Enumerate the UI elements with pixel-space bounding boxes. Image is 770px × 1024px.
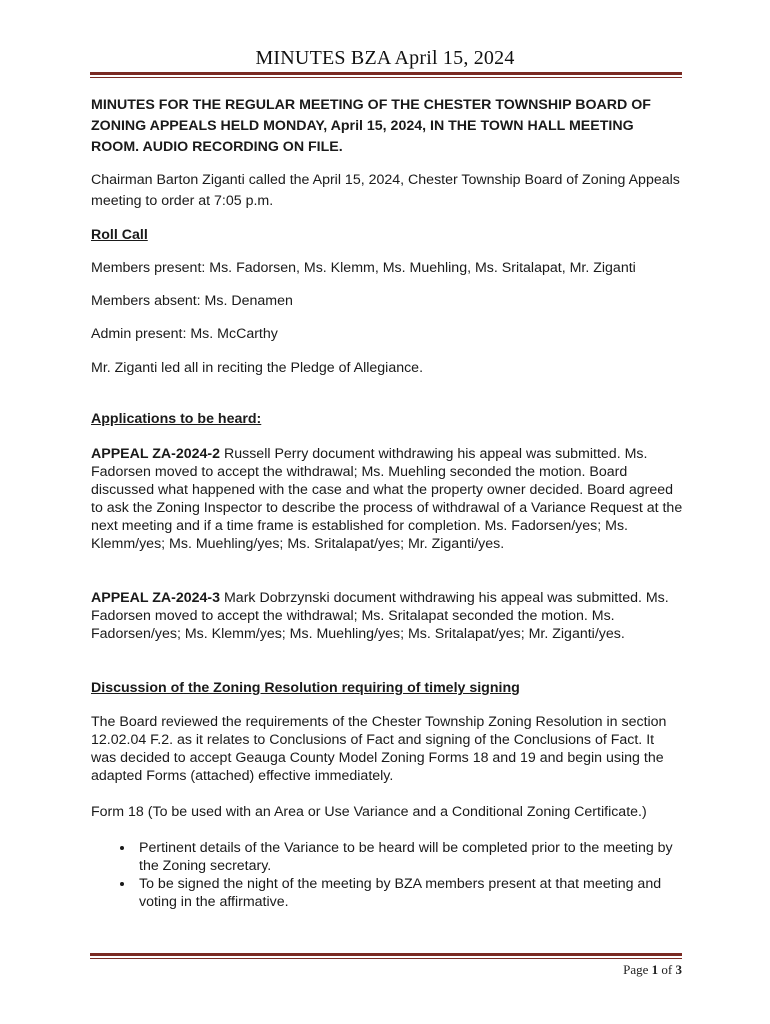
page-label: Page <box>623 962 652 977</box>
appeal-za-2024-3 <box>91 589 683 643</box>
page-total: 3 <box>675 962 682 977</box>
appeal-za-2024-2 <box>91 445 683 553</box>
footer-rule-thick <box>90 953 682 956</box>
discussion-title: Discussion of the Zoning Resolution requiring of timely signing <box>91 680 520 696</box>
page-of: of <box>658 962 676 977</box>
header-rule-thin <box>90 77 682 78</box>
list-item: • Pertinent details of the Variance to be heard will be completed prior to the meeting by the Zoning secretary. <box>135 839 683 875</box>
page-number <box>623 962 682 978</box>
appeal-id: APPEAL ZA-2024-2 <box>91 446 221 462</box>
page-header-title: MINUTES BZA April 15, 2024 <box>255 47 515 69</box>
form18-bullets <box>91 839 683 911</box>
footer-rule-thin <box>90 958 682 959</box>
roll-call-title: Roll Call <box>91 227 148 243</box>
appeal-text: Mark Dobrzynski document withdrawing his appeal was submitted. Ms. Fadorsen moved to accept the withdrawal; Ms. Sritalapat seconded the motion. Ms. Fadorsen/yes; Ms. Klemm/yes; Ms. Muehling/yes; Ms. Sritalapat/yes; Mr. Ziganti/yes. <box>91 590 669 642</box>
header-rule-thick <box>90 72 682 75</box>
discussion-paragraph: The Board reviewed the requirements of the Chester Township Zoning Resolution in section 12.02.04 F.2. as it relates to Conclusions of Fact and signing of the Conclusions of Fact. It was decided to accept Geauga County Model Zoning Forms 18 and 19 and begin using the adapted Forms (attached) effective immediately. <box>91 714 667 784</box>
admin-present: Admin present: Ms. McCarthy <box>91 326 278 342</box>
appeal-id: APPEAL ZA-2024-3 <box>91 590 221 606</box>
page-current: 1 <box>651 962 659 977</box>
list-item: • To be signed the night of the meeting by BZA members present at that meeting and voting in the affirmative. <box>135 875 683 911</box>
call-to-order: Chairman Barton Ziganti called the April 15, 2024, Chester Township Board of Zoning Appeals meeting to order at 7:05 p.m. <box>91 172 680 209</box>
members-present: Members present: Ms. Fadorsen, Ms. Klemm, Ms. Muehling, Ms. Sritalapat, Mr. Ziganti <box>91 260 636 276</box>
applications-title: Applications to be heard: <box>91 411 262 427</box>
form18-intro: Form 18 (To be used with an Area or Use Variance and a Conditional Zoning Certificate.) <box>91 804 647 820</box>
appeal-text: Russell Perry document withdrawing his appeal was submitted. Ms. Fadorsen moved to accept the withdrawal; Ms. Muehling seconded the motion. Board discussed what happened with the case and what the property owner decided. Board agreed to ask the Zoning Inspector to describe the process of withdrawal of a Variance Request at the next meeting and if a time frame is established for completion. Ms. Fadorsen/yes; Ms. Klemm/yes; Ms. Muehling/yes; Ms. Sritalapat/yes; Mr. Ziganti/yes. <box>91 446 683 552</box>
members-absent: Members absent: Ms. Denamen <box>91 293 293 309</box>
pledge: Mr. Ziganti led all in reciting the Pledge of Allegiance. <box>91 360 424 376</box>
intro-heading: MINUTES FOR THE REGULAR MEETING OF THE CHESTER TOWNSHIP BOARD OF ZONING APPEALS HELD MONDAY, April 15, 2024, IN THE TOWN HALL MEETING ROOM. AUDIO RECORDING ON FILE. <box>91 97 651 155</box>
